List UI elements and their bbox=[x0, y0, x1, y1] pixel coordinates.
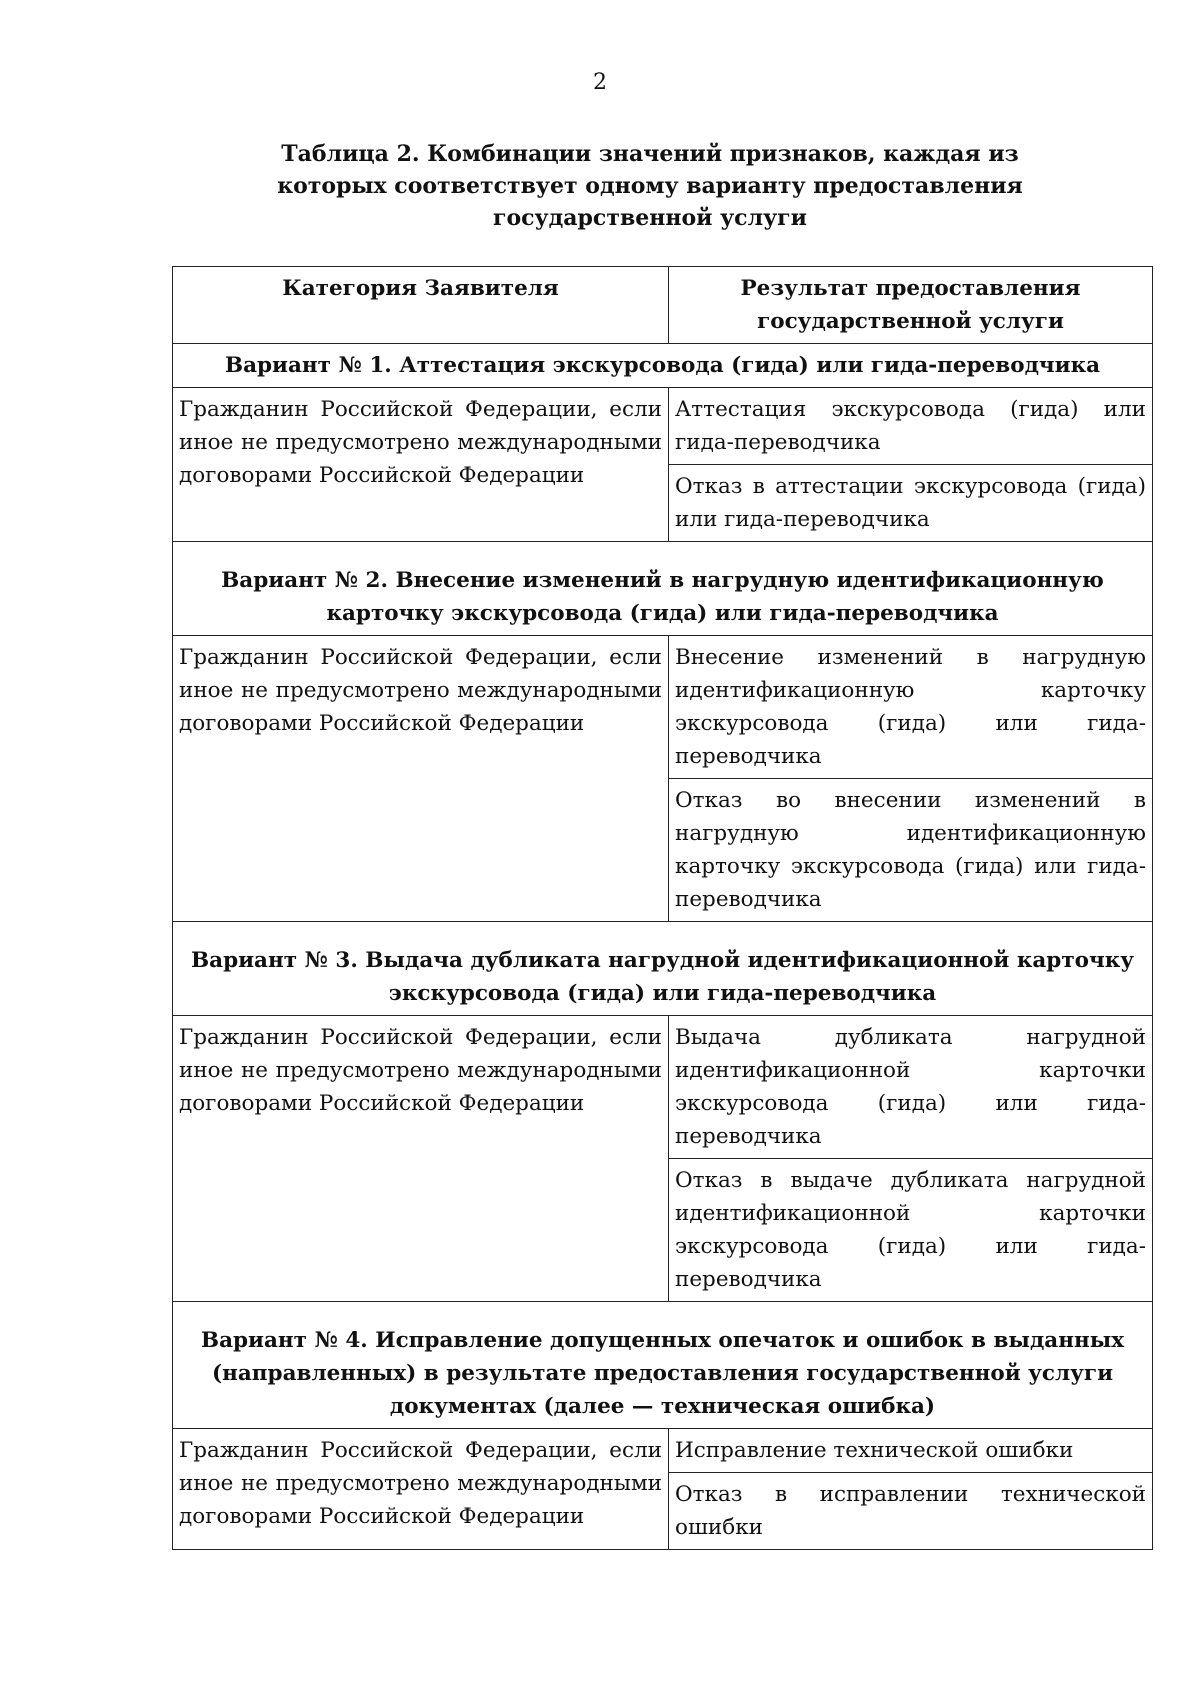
variant-1-title: Вариант № 1. Аттестация экскурсовода (гида) или гида-переводчика bbox=[173, 344, 1153, 388]
variant-title-row bbox=[173, 922, 1153, 1016]
variant-1-result-positive: Аттестация экскурсовода (гида) или гида-переводчика bbox=[669, 388, 1153, 465]
variant-3-result-positive: Выдача дубликата нагрудной идентификационной карточки экскурсовода (гида) или гида-переводчика bbox=[669, 1016, 1153, 1159]
variant-title-row bbox=[173, 344, 1153, 388]
variant-2-applicant: Гражданин Российской Федерации, если иное не предусмотрено международными договорами Российской Федерации bbox=[173, 636, 669, 922]
variant-4-result-refusal: Отказ в исправлении технической ошибки bbox=[669, 1473, 1153, 1550]
variant-2-result-positive: Внесение изменений в нагрудную идентификационную карточку экскурсовода (гида) или гида-переводчика bbox=[669, 636, 1153, 779]
variant-4-title: Вариант № 4. Исправление допущенных опечаток и ошибок в выданных (направленных) в результате предоставления государственной услуги документах (далее — техническая ошибка) bbox=[173, 1302, 1153, 1429]
header-applicant-category: Категория Заявителя bbox=[173, 267, 669, 344]
variant-4-result-positive: Исправление технической ошибки bbox=[669, 1429, 1153, 1473]
variant-3-applicant: Гражданин Российской Федерации, если иное не предусмотрено международными договорами Российской Федерации bbox=[173, 1016, 669, 1302]
variant-1-result-refusal: Отказ в аттестации экскурсовода (гида) или гида-переводчика bbox=[669, 465, 1153, 542]
table-row bbox=[173, 636, 1153, 779]
variant-title-row bbox=[173, 1302, 1153, 1429]
variant-2-title: Вариант № 2. Внесение изменений в нагрудную идентификационную карточку экскурсовода (гида) или гида-переводчика bbox=[173, 542, 1153, 636]
variants-table bbox=[172, 266, 1153, 1550]
variant-1-applicant: Гражданин Российской Федерации, если иное не предусмотрено международными договорами Российской Федерации bbox=[173, 388, 669, 542]
variant-2-result-refusal: Отказ во внесении изменений в нагрудную идентификационную карточку экскурсовода (гида) или гида-переводчика bbox=[669, 779, 1153, 922]
page-number: 2 bbox=[593, 70, 607, 95]
table-title: Таблица 2. Комбинации значений признаков, каждая из которых соответствует одному варианту предоставления государственной услуги bbox=[277, 141, 1023, 231]
variant-3-result-refusal: Отказ в выдаче дубликата нагрудной идентификационной карточки экскурсовода (гида) или гида-переводчика bbox=[669, 1159, 1153, 1302]
variant-4-applicant: Гражданин Российской Федерации, если иное не предусмотрено международными договорами Российской Федерации bbox=[173, 1429, 669, 1550]
header-service-result: Результат предоставления государственной услуги bbox=[669, 267, 1153, 344]
table-row bbox=[173, 388, 1153, 465]
table-row bbox=[173, 1016, 1153, 1159]
table-header-row bbox=[173, 267, 1153, 344]
variant-title-row bbox=[173, 542, 1153, 636]
variant-3-title: Вариант № 3. Выдача дубликата нагрудной идентификационной карточку экскурсовода (гида) или гида-переводчика bbox=[173, 922, 1153, 1016]
table-row bbox=[173, 1429, 1153, 1473]
